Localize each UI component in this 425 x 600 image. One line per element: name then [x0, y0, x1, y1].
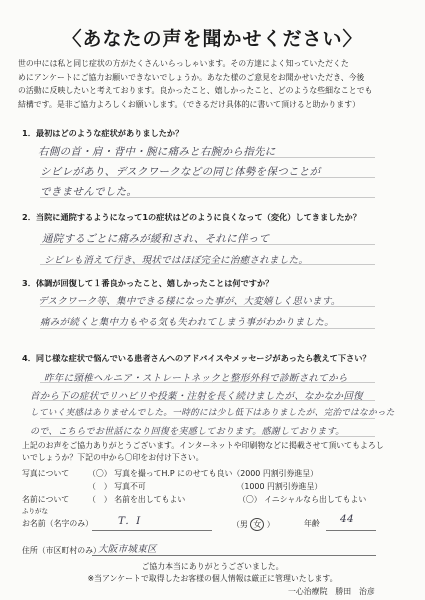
intro-line: の活動に反映したいと考えております。良かったこと、嬉しかったこと、どのような些細なことでも	[18, 86, 373, 96]
notice-line: いでしょうか？下記の中から〇印をお付け下さい。	[22, 453, 204, 462]
address-underline	[92, 555, 376, 556]
gender-female-selected: 女	[250, 518, 264, 531]
question-1: 1．最初はどのような症状がありましたか？	[22, 128, 184, 138]
answer-4-line: ので、こちらでお世話になり回復を実感しております。感謝しております。	[30, 427, 345, 437]
name-pref-option-2-mark: （〇）	[238, 495, 262, 504]
thanks-text: ご協力本当にありがとうございました。	[141, 562, 284, 571]
privacy-note: ※当アンケートで取得したお客様の個人情報は厳正に管理いたします。	[87, 574, 338, 583]
age-value: 44	[340, 513, 354, 525]
intro-text	[18, 57, 410, 111]
answer-4-line: 首から下の症状でリハビリや投薬・注射を長く続けましたが、なかなか回復	[30, 391, 363, 402]
answer-4-line: 昨年に頸椎ヘルニア・ストレートネックと整形外科で診断されてから	[44, 373, 348, 384]
answer-2-line: 通院するごとに痛みが緩和され、それに伴って	[42, 233, 270, 245]
gender-close: ）	[266, 520, 275, 529]
answer-1-line: 右側の首・肩・背中・腕に痛みと右腕から指先に	[38, 146, 276, 158]
photo-option-2-mark: （ ）	[88, 482, 112, 491]
address-label: 住所（市区町村のみ）	[22, 546, 101, 555]
age-underline	[326, 530, 376, 531]
notice-line: 上記のお声をご協力ありがとうございます。インターネットや印刷物などに掲載させて頂いてもよろし	[22, 441, 384, 450]
gender-field[interactable]	[232, 518, 275, 531]
answer-rule	[40, 328, 375, 329]
photo-option-2[interactable]	[88, 481, 322, 492]
name-pref-option-1-label: 名前を出してもよい	[114, 495, 186, 504]
answer-1-line: できませんでした。	[40, 186, 138, 198]
question-2: 2．当院に通院するようになって1の症状はどのように良くなって（変化）してきましたか？	[22, 212, 361, 222]
photo-option-1-mark: （〇）	[88, 469, 112, 478]
answer-1-line: シビレがあり、デスクワークなどの同じ体勢を保つことが	[40, 166, 321, 178]
page-title: 〈あなたの声を聞かせください〉	[62, 28, 363, 50]
answer-2-line: シビレも消えて行き、現状ではほぼ完全に治癒されました。	[44, 255, 309, 266]
answer-3-line: 痛みが続くと集中力もやる気も失われてしまう事がわかりました。	[40, 317, 335, 328]
name-underline	[92, 530, 212, 531]
furigana-label: ふりがな	[22, 507, 48, 515]
name-pref-label: 名前について	[22, 495, 70, 504]
name-pref-option-1[interactable]	[88, 494, 185, 505]
answer-rule	[40, 418, 375, 419]
photo-option-1-label: 写真を撮ってH.P にのせても良い（2000 円割引券進呈）	[114, 469, 319, 478]
answer-3-line: デスクワーク等、集中できる様になった事が、大変嬉しく思います。	[38, 296, 341, 307]
age-label: 年齢	[304, 519, 320, 528]
name-pref-option-1-mark: （ ）	[88, 495, 112, 504]
photo-option-2-label: 写真不可 （1000 円割引券進呈）	[114, 482, 323, 491]
photo-label: 写真について	[22, 469, 70, 478]
intro-line: めにアンケートにご協力お願いできないでしょうか。あなた様のご意見をお聞かせいただき、今後	[18, 72, 365, 82]
name-value: T．I	[118, 515, 141, 527]
name-label: お名前（名字のみ）	[22, 519, 94, 528]
address-value: 大阪市城東区	[98, 544, 157, 555]
answer-4-line: していく実感はありませんでした。一時的には少し低下はありましたが、完治ではなかった	[30, 408, 395, 418]
name-pref-option-2[interactable]	[238, 494, 366, 505]
clinic-signature: 一心治療院 勝田 治彦	[288, 587, 375, 596]
intro-line: 結構です。是非ご協力よろしくお願いします。（できるだけ具体的に書いて頂けると助かります）	[18, 99, 360, 109]
intro-line: 世の中には私と同じ症状の方がたくさんいらっしゃいます。その方達によく知っていただくた	[18, 59, 349, 68]
photo-option-1[interactable]	[88, 468, 318, 479]
question-3: 3．体調が回復して１番良かったこと、嬉しかったことは何ですか？	[22, 278, 274, 288]
gender-open: （男	[232, 520, 248, 529]
question-4: 4．同じ様な症状で悩んでいる患者さんへのアドバイスやメッセージがあったら教えて下さい？	[22, 353, 371, 363]
name-pref-option-2-label: イニシャルなら出してもよい	[264, 495, 367, 504]
